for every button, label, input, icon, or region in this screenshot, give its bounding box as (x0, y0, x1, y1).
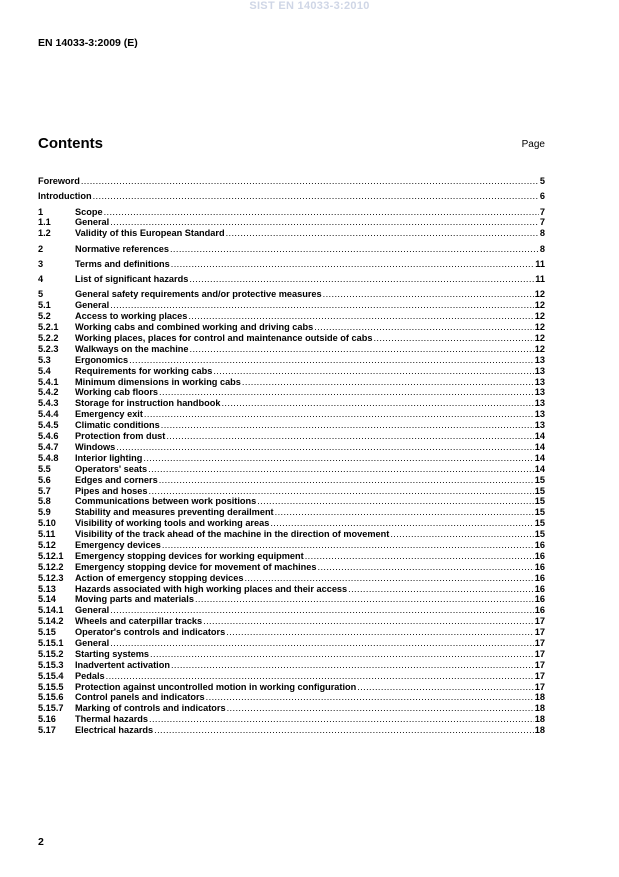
toc-entry-title: Edges and corners (75, 474, 158, 485)
toc-entry[interactable] (38, 366, 545, 377)
toc-entry-page: 17 (534, 616, 545, 627)
toc-leader-dots (188, 311, 533, 322)
toc-entry-page: 13 (534, 398, 545, 409)
toc-entry-page: 16 (534, 539, 545, 550)
toc-leader-dots (257, 496, 534, 507)
toc-leader-dots (106, 671, 534, 682)
toc-entry[interactable] (38, 540, 545, 551)
toc-entry-title: Introduction (38, 191, 92, 202)
toc-leader-dots (159, 475, 534, 486)
toc-entry-number: 5.2.1 (38, 322, 59, 333)
toc-entry-number: 5.17 (38, 725, 56, 736)
toc-entry[interactable] (38, 176, 545, 187)
toc-leader-dots (323, 289, 534, 300)
toc-leader-dots (149, 486, 534, 497)
toc-entry[interactable] (38, 398, 545, 409)
toc-entry-title: Working cab floors (75, 387, 159, 398)
toc-entry-page: 16 (534, 550, 545, 561)
toc-entry[interactable] (38, 387, 545, 398)
toc-entry-number: 5.4.1 (38, 376, 59, 387)
toc-leader-dots (150, 649, 534, 660)
toc-entry[interactable] (38, 605, 545, 616)
toc-entry-title: Protection from dust (75, 431, 166, 442)
toc-entry-number: 5.15.5 (38, 681, 64, 692)
toc-entry-title: Hazards associated with high working places and their access (75, 583, 348, 594)
toc-leader-dots (143, 453, 533, 464)
toc-entry-number: 5 (38, 289, 44, 300)
toc-entry-number: 5.14.2 (38, 616, 64, 627)
toc-entry-page: 18 (534, 714, 545, 725)
toc-entry[interactable] (38, 529, 545, 540)
toc-entry-number: 5.2.2 (38, 333, 59, 344)
toc-entry-title: Requirements for working cabs (75, 365, 213, 376)
toc-leader-dots (110, 605, 534, 616)
toc-leader-dots (373, 333, 533, 344)
toc-entry-number: 5.4.3 (38, 398, 59, 409)
watermark: SIST EN 14033-3:2010 (249, 0, 370, 12)
toc-entry-number: 5.12.1 (38, 550, 64, 561)
toc-entry-title: General (75, 300, 110, 311)
toc-leader-dots (227, 703, 534, 714)
toc-entry-number: 5.4.2 (38, 387, 59, 398)
toc-entry[interactable] (38, 377, 545, 388)
toc-entry[interactable] (38, 594, 545, 605)
toc-leader-dots (81, 176, 539, 187)
toc-entry-number: 5.6 (38, 474, 51, 485)
toc-entry-number: 5.10 (38, 518, 56, 529)
toc-leader-dots (154, 725, 534, 736)
toc-entry-page: 11 (535, 274, 545, 285)
toc-entry-number: 5.15.6 (38, 692, 64, 703)
toc-leader-dots (104, 207, 539, 218)
toc-leader-dots (305, 551, 534, 562)
toc-leader-dots (195, 594, 534, 605)
toc-entry-title: Working cabs and combined working and driving cabs (75, 322, 314, 333)
toc-entry-title: General safety requirements and/or protective measures (75, 289, 322, 300)
toc-entry-number: 5.15.3 (38, 659, 64, 670)
toc-entry-title: Windows (75, 441, 116, 452)
toc-leader-dots (149, 714, 534, 725)
toc-entry[interactable] (38, 692, 545, 703)
toc-entry-title: Scope (75, 206, 103, 217)
toc-leader-dots (348, 584, 534, 595)
toc-entry[interactable] (38, 584, 545, 595)
toc-entry[interactable] (38, 409, 545, 420)
toc-entry-page: 12 (534, 289, 545, 300)
toc-entry[interactable] (38, 638, 545, 649)
toc-entry-title: General (75, 637, 110, 648)
toc-entry-page: 15 (534, 485, 545, 496)
toc-entry-page: 7 (539, 217, 545, 228)
toc-entry-page: 15 (534, 529, 545, 540)
toc-entry-page: 12 (534, 333, 545, 344)
toc-leader-dots (318, 562, 534, 573)
toc-leader-dots (221, 398, 533, 409)
toc-entry-number: 5.4.7 (38, 441, 59, 452)
toc-entry-page: 12 (534, 311, 545, 322)
toc-entry[interactable] (38, 355, 545, 366)
toc-entry[interactable] (38, 333, 545, 344)
toc-entry[interactable] (38, 207, 545, 218)
toc-entry-number: 5.4.5 (38, 420, 59, 431)
toc-entry-page: 14 (534, 452, 545, 463)
toc-entry-page: 7 (539, 206, 545, 217)
toc-entry-page: 16 (534, 561, 545, 572)
toc-entry-page: 17 (534, 627, 545, 638)
toc-entry-title: Interior lighting (75, 452, 143, 463)
toc-entry-number: 5.15.1 (38, 637, 64, 648)
toc-entry-number: 5.12.2 (38, 561, 64, 572)
toc-entry-number: 5.8 (38, 496, 51, 507)
toc-entry-page: 15 (534, 474, 545, 485)
toc-entry-title: Wheels and caterpillar tracks (75, 616, 203, 627)
toc-entry-page: 13 (534, 365, 545, 376)
toc-entry-title: Validity of this European Standard (75, 228, 225, 239)
page-number: 2 (38, 836, 44, 848)
toc-entry[interactable] (38, 703, 545, 714)
toc-entry-number: 2 (38, 243, 44, 254)
toc-entry[interactable] (38, 627, 545, 638)
toc-entry[interactable] (38, 551, 545, 562)
toc-entry-title: Operators' seats (75, 463, 148, 474)
toc-entry-number: 5.2 (38, 311, 51, 322)
toc-leader-dots (270, 518, 533, 529)
toc-entry[interactable] (38, 660, 545, 671)
toc-entry-page: 17 (534, 659, 545, 670)
toc-entry-title: Emergency stopping device for movement of machines (75, 561, 317, 572)
toc-entry[interactable] (38, 486, 545, 497)
toc-entry-title: Marking of controls and indicators (75, 703, 226, 714)
toc-leader-dots (314, 322, 534, 333)
standard-id: EN 14033-3:2009 (E) (38, 37, 138, 49)
toc-entry-title: Action of emergency stopping devices (75, 572, 244, 583)
toc-entry[interactable] (38, 322, 545, 333)
toc-entry[interactable] (38, 420, 545, 431)
toc-leader-dots (161, 420, 534, 431)
toc-entry-page: 18 (534, 703, 545, 714)
toc-entry[interactable] (38, 725, 545, 736)
toc-entry-page: 15 (534, 496, 545, 507)
toc-entry[interactable] (38, 682, 545, 693)
toc-entry-title: Moving parts and materials (75, 594, 194, 605)
toc-entry-number: 5.7 (38, 485, 51, 496)
toc-entry-page: 15 (534, 507, 545, 518)
toc-entry-page: 17 (534, 637, 545, 648)
toc-entry-page: 16 (534, 572, 545, 583)
toc-entry-page: 12 (534, 322, 545, 333)
toc-leader-dots (110, 300, 534, 311)
toc-entry-number: 5.11 (38, 529, 56, 540)
toc-entry-number: 5.15.2 (38, 648, 64, 659)
toc-entry-number: 5.15 (38, 627, 56, 638)
toc-leader-dots (189, 274, 534, 285)
toc-entry-title: Normative references (75, 243, 169, 254)
toc-entry[interactable] (38, 344, 545, 355)
toc-leader-dots (206, 692, 534, 703)
toc-entry-title: List of significant hazards (75, 274, 189, 285)
toc-entry-title: Working places, places for control and maintenance outside of cabs (75, 333, 373, 344)
toc-entry-page: 18 (534, 725, 545, 736)
toc-entry-number: 5.16 (38, 714, 56, 725)
toc-entry[interactable] (38, 616, 545, 627)
page-column-heading: Page (521, 139, 545, 150)
toc-leader-dots (116, 442, 534, 453)
toc-entry-title: Emergency devices (75, 539, 161, 550)
toc-entry-page: 13 (534, 354, 545, 365)
toc-entry-number: 3 (38, 258, 44, 269)
toc-entry-number: 5.1 (38, 300, 51, 311)
toc-entry-title: Foreword (38, 176, 80, 186)
toc-entry[interactable] (38, 464, 545, 475)
toc-leader-dots (159, 387, 534, 398)
toc-leader-dots (170, 244, 539, 255)
toc-entry-number: 5.14 (38, 594, 56, 605)
toc-entry-title: Pipes and hoses (75, 485, 148, 496)
toc-leader-dots (148, 464, 534, 475)
toc-entry-number: 1.2 (38, 228, 51, 239)
toc-leader-dots (144, 409, 534, 420)
toc-entry-title: Emergency stopping devices for working equipment (75, 550, 304, 561)
toc-entry[interactable] (38, 259, 545, 270)
toc-entry-page: 14 (534, 463, 545, 474)
toc-entry-page: 17 (534, 681, 545, 692)
toc-entry[interactable] (38, 649, 545, 660)
toc-entry-number: 5.15.7 (38, 703, 64, 714)
toc-entry-page: 16 (534, 594, 545, 605)
toc-entry[interactable] (38, 217, 545, 228)
toc-leader-dots (171, 660, 534, 671)
toc-entry[interactable] (38, 453, 545, 464)
toc-leader-dots (190, 344, 534, 355)
toc-entry-title: Inadvertent activation (75, 659, 170, 670)
toc-entry-number: 5.12.3 (38, 572, 64, 583)
toc-entry-page: 5 (539, 176, 545, 186)
toc-leader-dots (226, 627, 534, 638)
toc-leader-dots (162, 540, 534, 551)
toc-leader-dots (110, 217, 539, 228)
toc-entry-title: Terms and definitions (75, 258, 170, 269)
toc-entry-title: Thermal hazards (75, 714, 149, 725)
toc-entry-page: 16 (534, 605, 545, 616)
toc-entry-page: 6 (539, 191, 545, 202)
toc-entry[interactable] (38, 573, 545, 584)
toc-entry-title: Emergency exit (75, 409, 143, 420)
toc-entry-title: Communications between work positions (75, 496, 257, 507)
toc-entry-number: 5.15.4 (38, 670, 64, 681)
toc-entry[interactable] (38, 191, 545, 202)
toc-entry-page: 18 (534, 692, 545, 703)
toc-entry-title: General (75, 605, 110, 616)
toc-entry-page: 13 (534, 376, 545, 387)
toc-entry[interactable] (38, 562, 545, 573)
toc-entry-number: 5.14.1 (38, 605, 64, 616)
toc-entry-title: General (75, 217, 110, 228)
toc-leader-dots (171, 259, 535, 270)
toc-entry-title: Operator's controls and indicators (75, 627, 226, 638)
toc-leader-dots (93, 191, 539, 202)
toc-entry-number: 5.4.6 (38, 431, 59, 442)
toc-entry-page: 13 (534, 387, 545, 398)
toc-entry-page: 15 (534, 518, 545, 529)
toc-entry-title: Walkways on the machine (75, 343, 189, 354)
toc-entry-number: 1 (38, 206, 44, 217)
contents-title: Contents (38, 135, 103, 152)
toc-leader-dots (129, 355, 534, 366)
toc-entry-page: 16 (534, 583, 545, 594)
toc-entry-number: 5.12 (38, 539, 56, 550)
toc-leader-dots (390, 529, 533, 540)
toc-entry-page: 8 (539, 228, 545, 239)
toc-entry-title: Stability and measures preventing derailment (75, 507, 274, 518)
toc-leader-dots (357, 682, 534, 693)
toc-entry[interactable] (38, 311, 545, 322)
toc-entry[interactable] (38, 244, 545, 255)
toc-entry-page: 8 (539, 243, 545, 254)
toc-entry-number: 5.13 (38, 583, 56, 594)
toc-entry-number: 1.1 (38, 217, 51, 228)
toc-entry-title: Starting systems (75, 648, 150, 659)
toc-entry-number: 5.9 (38, 507, 51, 518)
toc-entry[interactable] (38, 300, 545, 311)
toc-entry-title: Access to working places (75, 311, 188, 322)
toc-entry[interactable] (38, 518, 545, 529)
toc-entry-number: 5.4.8 (38, 452, 59, 463)
toc-leader-dots (203, 616, 534, 627)
toc-leader-dots (242, 377, 534, 388)
toc-entry[interactable] (38, 289, 545, 300)
toc-entry[interactable] (38, 671, 545, 682)
toc-entry-title: Visibility of working tools and working areas (75, 518, 270, 529)
toc-entry-title: Protection against uncontrolled motion in working configuration (75, 681, 357, 692)
toc-entry-page: 12 (534, 300, 545, 311)
toc-leader-dots (213, 366, 533, 377)
toc-entry-page: 12 (534, 343, 545, 354)
toc-leader-dots (226, 228, 539, 239)
toc-entry-page: 14 (534, 431, 545, 442)
toc-entry[interactable] (38, 442, 545, 453)
toc-entry-title: Electrical hazards (75, 725, 154, 736)
toc-entry-title: Ergonomics (75, 354, 129, 365)
toc-leader-dots (166, 431, 533, 442)
toc-leader-dots (275, 507, 534, 518)
toc-entry-number: 5.4 (38, 365, 51, 376)
toc-leader-dots (244, 573, 533, 584)
toc-entry-page: 17 (534, 670, 545, 681)
toc-entry-title: Storage for instruction handbook (75, 398, 221, 409)
toc-entry-page: 11 (535, 258, 545, 269)
toc-entry[interactable] (38, 274, 545, 285)
toc-entry-title: Visibility of the track ahead of the machine in the direction of movement (75, 529, 390, 540)
toc-entry-page: 14 (534, 441, 545, 452)
toc-entry-number: 5.2.3 (38, 343, 59, 354)
toc-entry-number: 4 (38, 274, 44, 285)
toc-entry-page: 17 (534, 648, 545, 659)
toc-entry-title: Climatic conditions (75, 420, 160, 431)
toc-entry[interactable] (38, 228, 545, 239)
toc-entry[interactable] (38, 475, 545, 486)
toc-entry-title: Minimum dimensions in working cabs (75, 376, 241, 387)
toc-entry[interactable] (38, 431, 545, 442)
toc-entry-number: 5.3 (38, 354, 51, 365)
toc-entry-title: Control panels and indicators (75, 692, 205, 703)
toc-entry[interactable] (38, 496, 545, 507)
toc-entry-page: 13 (534, 409, 545, 420)
toc-leader-dots (110, 638, 534, 649)
toc-entry-number: 5.4.4 (38, 409, 59, 420)
table-of-contents (38, 176, 545, 736)
toc-entry-page: 13 (534, 420, 545, 431)
toc-entry[interactable] (38, 507, 545, 518)
toc-entry[interactable] (38, 714, 545, 725)
toc-entry-number: 5.5 (38, 463, 51, 474)
toc-entry-title: Pedals (75, 670, 105, 681)
